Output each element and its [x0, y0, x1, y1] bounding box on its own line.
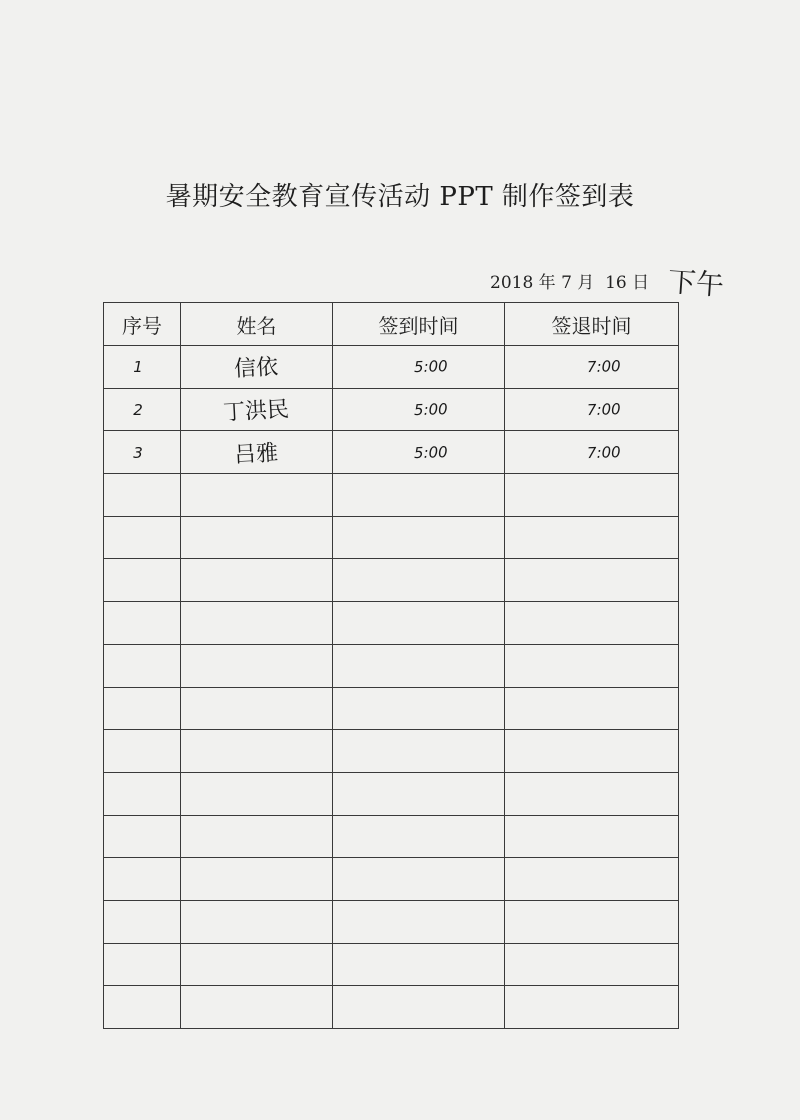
row-number-cell [104, 858, 181, 901]
row-number-cell [104, 986, 181, 1029]
checkin-time-cell [333, 516, 505, 559]
row-number-cell [104, 815, 181, 858]
table-header-row [104, 303, 679, 346]
checkin-time-cell [333, 431, 505, 474]
row-number-cell [104, 772, 181, 815]
checkout-time-cell [505, 559, 679, 602]
row-number-cell [104, 687, 181, 730]
table-row [104, 516, 679, 559]
checkout-time-cell [505, 858, 679, 901]
name-cell [181, 772, 333, 815]
checkout-time-cell [505, 986, 679, 1029]
row-number-cell [104, 943, 181, 986]
handwritten-no: 3 [133, 443, 143, 462]
checkout-time-cell [505, 644, 679, 687]
handwritten-date-note: 下午 [666, 265, 725, 302]
name-cell [181, 516, 333, 559]
row-number-cell [104, 559, 181, 602]
table-row [104, 815, 679, 858]
column-header-name: 姓名 [181, 303, 333, 346]
row-number-cell [104, 474, 181, 517]
table-row [104, 474, 679, 517]
row-number-cell [104, 730, 181, 773]
row-number-cell [104, 346, 181, 389]
column-header-number: 序号 [104, 303, 181, 346]
table-row [104, 602, 679, 645]
sign-in-table [103, 302, 679, 1029]
row-number-cell [104, 644, 181, 687]
checkout-time-cell [505, 474, 679, 517]
checkin-time-cell [333, 858, 505, 901]
table-row [104, 687, 679, 730]
checkin-time-cell [333, 346, 505, 389]
handwritten-checkout: 7:00 [586, 357, 621, 377]
checkout-time-cell [505, 431, 679, 474]
checkout-time-cell [505, 943, 679, 986]
document-date: 2018 年 7 月 16 日 [490, 273, 650, 293]
name-cell [181, 559, 333, 602]
row-number-cell [104, 388, 181, 431]
checkout-time-cell [505, 516, 679, 559]
checkin-time-cell [333, 730, 505, 773]
handwritten-checkin: 5:00 [413, 442, 448, 462]
column-header-checkout-time: 签退时间 [505, 303, 679, 346]
name-cell [181, 431, 333, 474]
handwritten-checkin: 5:00 [413, 357, 448, 377]
name-cell [181, 687, 333, 730]
table-row [104, 346, 679, 389]
table-row [104, 730, 679, 773]
handwritten-name: 吕雅 [233, 440, 280, 468]
checkout-time-cell [505, 815, 679, 858]
table-row [104, 858, 679, 901]
checkout-time-cell [505, 730, 679, 773]
checkout-time-cell [505, 388, 679, 431]
handwritten-checkout: 7:00 [586, 400, 621, 420]
name-cell [181, 644, 333, 687]
checkin-time-cell [333, 388, 505, 431]
table-row [104, 388, 679, 431]
checkin-time-cell [333, 943, 505, 986]
name-cell [181, 900, 333, 943]
checkin-time-cell [333, 900, 505, 943]
row-number-cell [104, 431, 181, 474]
name-cell [181, 602, 333, 645]
handwritten-no: 2 [133, 401, 143, 420]
checkin-time-cell [333, 687, 505, 730]
table-row [104, 986, 679, 1029]
checkin-time-cell [333, 559, 505, 602]
name-cell [181, 346, 333, 389]
table-row [104, 644, 679, 687]
checkin-time-cell [333, 644, 505, 687]
table-row [104, 900, 679, 943]
name-cell [181, 815, 333, 858]
handwritten-no: 1 [133, 358, 143, 377]
row-number-cell [104, 602, 181, 645]
handwritten-checkin: 5:00 [413, 400, 448, 420]
checkout-time-cell [505, 772, 679, 815]
table-row [104, 559, 679, 602]
checkin-time-cell [333, 474, 505, 517]
checkout-time-cell [505, 687, 679, 730]
name-cell [181, 388, 333, 431]
checkin-time-cell [333, 815, 505, 858]
handwritten-checkout: 7:00 [586, 442, 621, 462]
name-cell [181, 943, 333, 986]
row-number-cell [104, 516, 181, 559]
checkin-time-cell [333, 772, 505, 815]
table-row [104, 431, 679, 474]
checkout-time-cell [505, 602, 679, 645]
name-cell [181, 474, 333, 517]
column-header-checkin-time: 签到时间 [333, 303, 505, 346]
name-cell [181, 858, 333, 901]
handwritten-name: 信依 [233, 355, 280, 383]
checkin-time-cell [333, 986, 505, 1029]
handwritten-name: 丁洪民 [222, 397, 291, 426]
name-cell [181, 730, 333, 773]
checkout-time-cell [505, 346, 679, 389]
checkin-time-cell [333, 602, 505, 645]
name-cell [181, 986, 333, 1029]
table-row [104, 772, 679, 815]
row-number-cell [104, 900, 181, 943]
checkout-time-cell [505, 900, 679, 943]
table-row [104, 943, 679, 986]
document-title: 暑期安全教育宣传活动 PPT 制作签到表 [165, 182, 635, 212]
